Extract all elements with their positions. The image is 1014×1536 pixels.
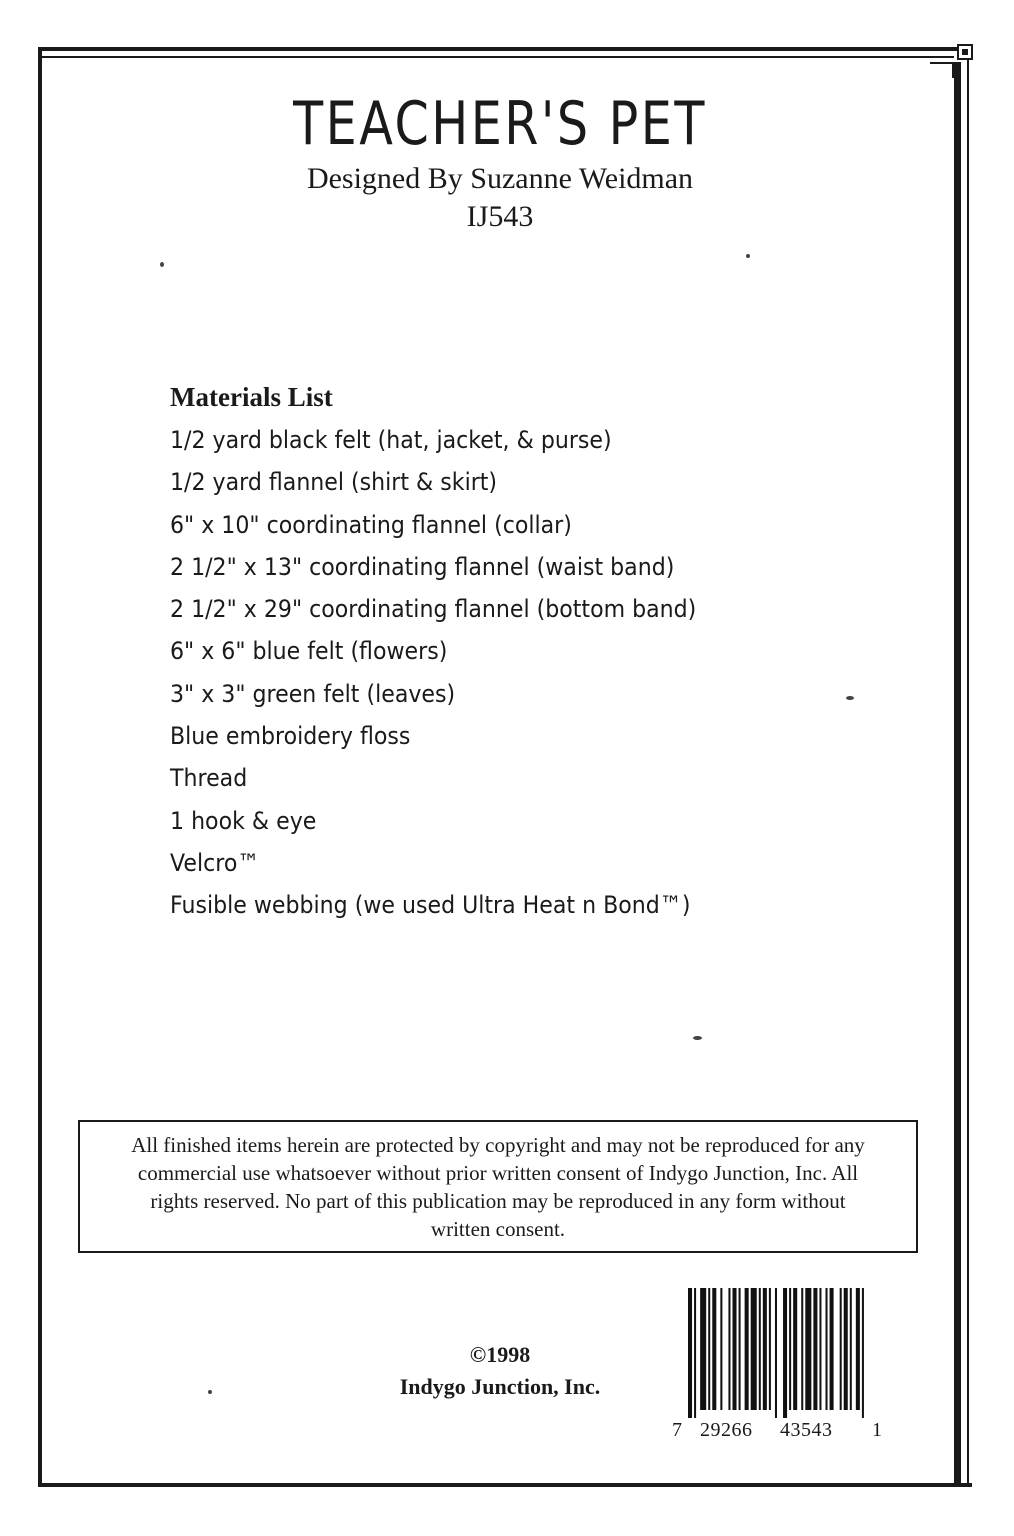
barcode-bar (700, 1288, 706, 1410)
publisher-name: Indygo Junction, Inc. (399, 1374, 601, 1399)
material-item: Velcro™ (170, 848, 260, 877)
barcode-bar (694, 1288, 696, 1418)
material-item: 3" x 3" green felt (leaves) (170, 679, 456, 708)
barcode-bar (775, 1288, 777, 1418)
paper-speck (746, 254, 750, 258)
material-item: 2 1/2" x 29" coordinating flannel (bottom band) (170, 595, 697, 624)
material-item: Thread (170, 764, 248, 793)
frame-corner-cap (940, 47, 958, 51)
barcode-bar (763, 1288, 767, 1410)
pattern-code: IJ543 (466, 200, 534, 233)
paper-speck (693, 1036, 702, 1040)
barcode-bar (720, 1288, 722, 1410)
barcode-bar (862, 1288, 864, 1418)
paper-speck (160, 262, 164, 267)
material-item: 2 1/2" x 13" coordinating flannel (waist band) (170, 552, 675, 581)
barcode-bar (801, 1288, 803, 1410)
material-item: 6" x 6" blue felt (flowers) (170, 637, 448, 666)
barcode-bar (813, 1288, 817, 1410)
barcode-bar (712, 1288, 716, 1410)
frame-top-rule (42, 56, 954, 58)
barcode-bar (739, 1288, 741, 1410)
frame-right-thin-rule (967, 50, 969, 1487)
barcode-bar (783, 1288, 787, 1418)
barcode-bar (819, 1288, 821, 1410)
pattern-title: TEACHER'S PET (293, 89, 707, 159)
barcode-bar (789, 1288, 791, 1410)
barcode-bar (856, 1288, 860, 1410)
material-item: 6" x 10" coordinating flannel (collar) (170, 510, 572, 539)
barcode-bar (732, 1288, 736, 1410)
paper-speck (846, 696, 854, 700)
barcode-left-group: 29266 (700, 1419, 753, 1441)
barcode-icon (688, 1288, 870, 1418)
barcode-bar (830, 1288, 834, 1410)
material-item: Blue embroidery floss (170, 722, 411, 751)
barcode-bar (708, 1288, 710, 1410)
frame-right-rule (954, 62, 961, 1487)
designer-credit: Designed By Suzanne Weidman (306, 162, 694, 195)
material-item: 1/2 yard black felt (hat, jacket, & purse) (170, 426, 612, 454)
materials-heading: Materials List (170, 382, 333, 412)
barcode-right-group: 43543 (780, 1419, 833, 1441)
barcode-bar (688, 1288, 692, 1418)
barcode-first-digit: 7 (672, 1419, 682, 1441)
barcode-bar (751, 1288, 757, 1410)
barcode-bar (793, 1288, 797, 1410)
material-item: 1/2 yard flannel (shirt & skirt) (170, 468, 498, 497)
material-item: 1 hook & eye (170, 806, 317, 835)
barcode-bar (759, 1288, 761, 1410)
barcode-bar (805, 1288, 811, 1410)
barcode-bar (728, 1288, 730, 1410)
barcode-bar (826, 1288, 828, 1410)
copyright-year: ©1998 (469, 1342, 531, 1367)
barcode-bar (769, 1288, 771, 1410)
barcode-bar (844, 1288, 848, 1410)
frame-corner-step (930, 62, 954, 78)
frame-corner-ornament-dot (962, 49, 968, 55)
paper-speck (208, 1390, 212, 1394)
barcode-bar (840, 1288, 842, 1410)
barcode-bar (745, 1288, 749, 1410)
copyright-notice-text: All finished items herein are protected by copyright and may not be reproduced for any commercial use whatsoever without prior written consent of Indygo Junction, Inc. All rights reserved. No part of this publication may be reproduced in any form without written consent. (131, 1132, 865, 1241)
materials-list (170, 421, 742, 929)
copyright-notice-box (78, 1120, 918, 1253)
material-item: Fusible webbing (we used Ultra Heat n Bond™) (170, 891, 691, 920)
barcode-bar (850, 1288, 852, 1410)
barcode-last-digit: 1 (872, 1419, 882, 1441)
